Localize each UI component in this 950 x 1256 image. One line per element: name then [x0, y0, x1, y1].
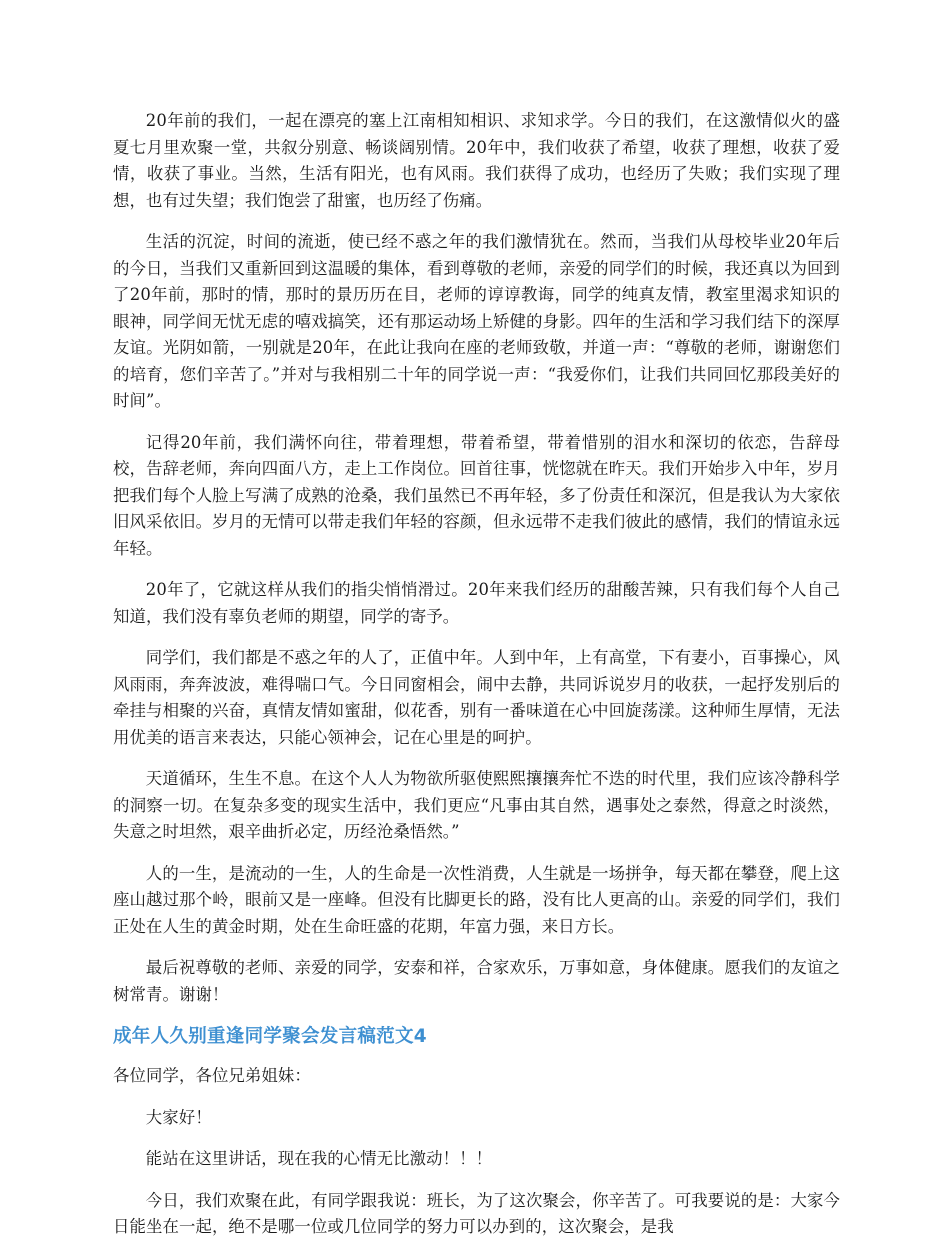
body-paragraph: 人的一生，是流动的一生，人的生命是一次性消费，人生就是一场拼争，每天都在攀登，爬上这座山越过那个岭，眼前又是一座峰。但没有比脚更长的路，没有比人更高的山。亲爱的同学们，我们正处在人生的黄金时期，处在生命旺盛的花期，年富力强，来日方长。: [113, 863, 840, 936]
body-paragraph: 同学们，我们都是不惑之年的人了，正值中年。人到中年，上有高堂，下有妻小，百事操心，风风雨雨，奔奔波波，难得喘口气。今日同窗相会，闹中去静，共同诉说岁月的收获，一起抒发别后的牵挂与相聚的兴奋，真情友情如蜜甜，似花香，别有一番味道在心中回旋荡漾。这种师生厚情，无法用优美的语言来表达，只能心领神会，记在心里是的呵护。: [113, 648, 840, 747]
body-paragraph: 生活的沉淀，时间的流逝，使已经不惑之年的我们激情犹在。然而，当我们从母校毕业20年后的今日，当我们又重新回到这温暖的集体，看到尊敬的老师，亲爱的同学们的时候，我还真以为回到了20年前，那时的情，那时的景历历在目，老师的谆谆教诲，同学的纯真友情，教室里渴求知识的眼神，同学间无忧无虑的嘻戏搞笑，还有那运动场上矫健的身影。四年的生活和学习我们结下的深厚友谊。光阴如箭，一别就是20年，在此让我向在座的老师致敬，并道一声：“尊敬的老师，谢谢您们的培育，您们辛苦了。”并对与我相别二十年的同学说一声：“我爱你们，让我们共同回忆那段美好的时间”。: [113, 232, 840, 410]
body-paragraph: 今日，我们欢聚在此，有同学跟我说：班长，为了这次聚会，你辛苦了。可我要说的是：大家今日能坐在一起，绝不是哪一位或几位同学的努力可以办到的，这次聚会，是我: [113, 1190, 840, 1236]
body-paragraph: 最后祝尊敬的老师、亲爱的同学，安泰和祥，合家欢乐，万事如意，身体健康。愿我们的友谊之树常青。谢谢！: [113, 958, 840, 1004]
body-paragraph: 能站在这里讲话，现在我的心情无比激动！！！: [145, 1149, 493, 1168]
body-paragraph: 记得20年前，我们满怀向往，带着理想，带着希望，带着惜别的泪水和深切的依恋，告辞母校，告辞老师，奔向四面八方，走上工作岗位。回首往事，恍惚就在昨天。我们开始步入中年，岁月把我们每个人脸上写满了成熟的沧桑，我们虽然已不再年轻，多了份责任和深沉，但是我认为大家依旧风采依旧。岁月的无情可以带走我们年轻的容颜，但永远带不走我们彼此的感情，我们的情谊永远年轻。: [113, 432, 840, 558]
body-paragraph: 天道循环，生生不息。在这个人人为物欲所驱使熙熙攘攘奔忙不迭的时代里，我们应该冷静科学的洞察一切。在复杂多变的现实生活中，我们更应“凡事由其自然，遇事处之泰然，得意之时淡然，失意之时坦然，艰辛曲折必定，历经沧桑悟然。”: [113, 769, 840, 841]
salutation: 各位同学，各位兄弟姐妹：: [113, 1066, 311, 1085]
section-heading: 成年人久别重逢同学聚会发言稿范文4: [113, 1026, 427, 1047]
document-page: [113, 108, 840, 1256]
body-paragraph: 大家好！: [145, 1107, 212, 1127]
body-paragraph: 20年了，它就这样从我们的指尖悄悄滑过。20年来我们经历的甜酸苦辣，只有我们每个人自己知道，我们没有辜负老师的期望，同学的寄予。: [113, 580, 840, 626]
body-paragraph: 20年前的我们，一起在漂亮的塞上江南相知相识、求知求学。今日的我们，在这激情似火的盛夏七月里欢聚一堂，共叙分别意、畅谈阔别情。20年中，我们收获了希望，收获了理想，收获了爱情，收获了事业。当然，生活有阳光，也有风雨。我们获得了成功，也经历了失败；我们实现了理想，也有过失望；我们饱尝了甜蜜，也历经了伤痛。: [113, 111, 840, 210]
